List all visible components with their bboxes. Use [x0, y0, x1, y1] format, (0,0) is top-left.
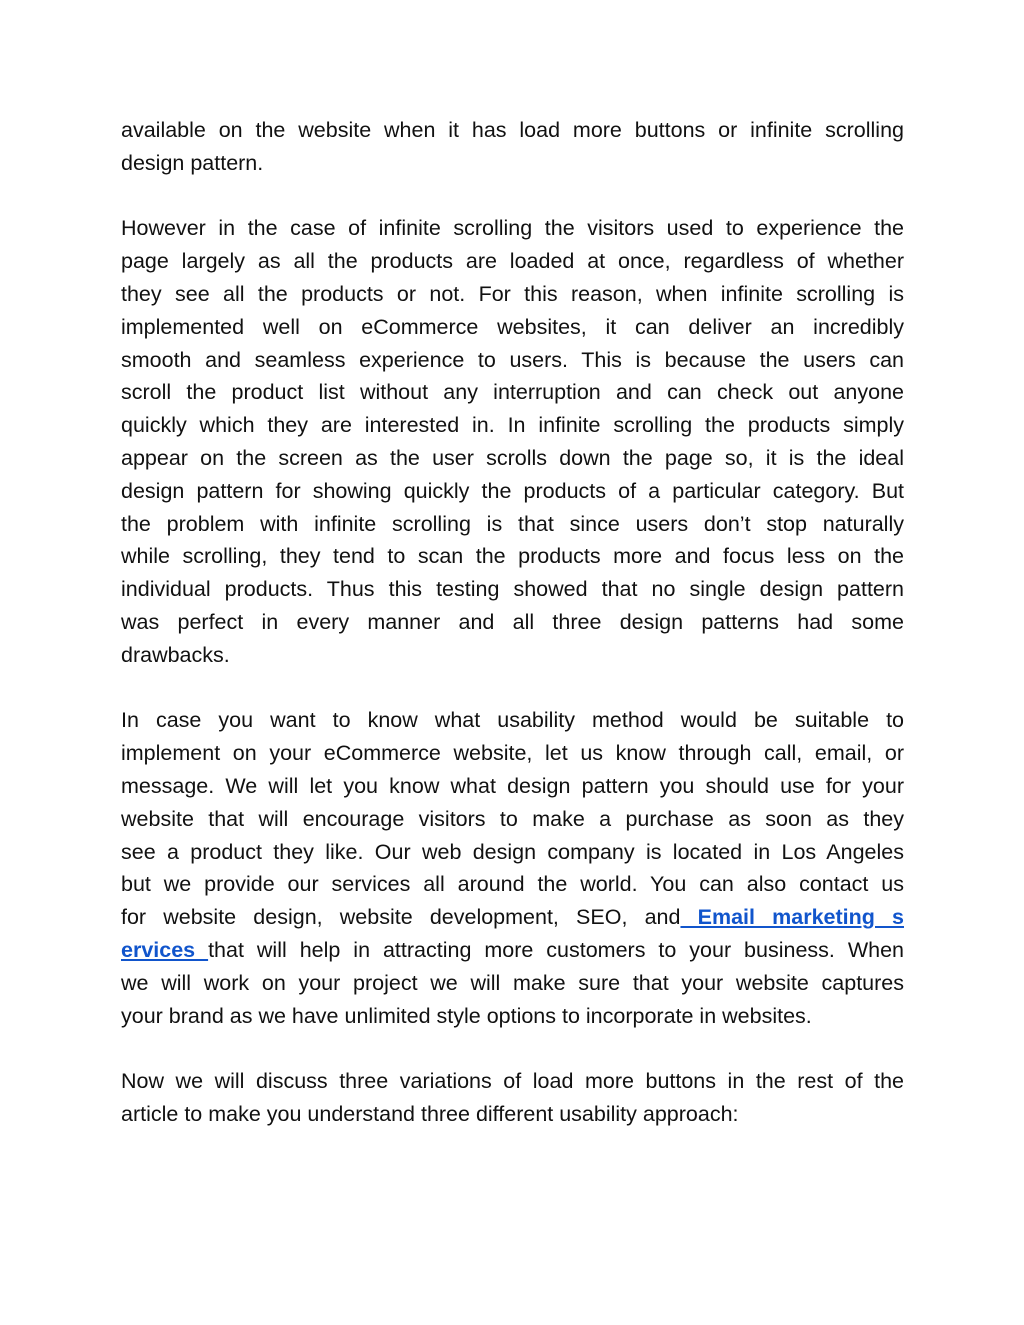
- text-line: quickly which they are interested in. In infinite scrolling the products simply: [121, 413, 904, 438]
- text-line: but we provide our services all around the world. You can also contact us: [121, 872, 904, 897]
- text-line: implemented well on eCommerce websites, it can deliver an incredibly: [121, 314, 904, 339]
- text-line: page largely as all the products are loaded at once, regardless of whether: [121, 249, 904, 274]
- text-line: In case you want to know what usability method would be suitable to: [121, 708, 904, 733]
- paragraph-2: [121, 212, 904, 671]
- text-line: appear on the screen as the user scrolls down the page so, it is the ideal: [121, 445, 904, 470]
- text-line-with-link: [121, 901, 904, 934]
- text-line: individual products. Thus this testing showed that no single design pattern: [121, 577, 904, 602]
- text-line: we will work on your project we will make sure that your website captures: [121, 970, 904, 995]
- text-line: available on the website when it has load more buttons or infinite scrolling: [121, 118, 904, 142]
- text-line: see a product they like. Our web design company is located in Los Angeles: [121, 839, 904, 864]
- paragraph-3: [121, 704, 904, 1032]
- email-marketing-services-link-continued[interactable]: ervices: [121, 937, 209, 962]
- paragraph-1: [121, 114, 904, 180]
- text-line: the problem with infinite scrolling is that since users don’t stop naturally: [121, 511, 904, 536]
- text-line: website that will encourage visitors to make a purchase as soon as they: [121, 806, 904, 831]
- text-line: implement on your eCommerce website, let us know through call, email, or: [121, 741, 904, 766]
- text-segment: that will help in attracting more customers to your business. When: [208, 937, 904, 962]
- text-line: design pattern for showing quickly the products of a particular category. But: [121, 478, 904, 503]
- email-marketing-services-link[interactable]: Email marketing s: [680, 905, 904, 930]
- text-line: message. We will let you know what design pattern you should use for your: [121, 773, 904, 798]
- text-line: drawbacks.: [121, 642, 230, 667]
- text-line-with-link: [121, 934, 904, 967]
- text-line: was perfect in every manner and all three design patterns had some: [121, 609, 904, 634]
- text-segment: for website design, website development, SEO, and: [121, 905, 681, 930]
- text-line: article to make you understand three different usability approach:: [121, 1101, 739, 1126]
- text-line: However in the case of infinite scrolling the visitors used to experience the: [121, 216, 904, 241]
- paragraph-4: [121, 1065, 904, 1131]
- text-line: your brand as we have unlimited style options to incorporate in websites.: [121, 1003, 812, 1028]
- text-line: smooth and seamless experience to users. This is because the users can: [121, 347, 904, 372]
- text-line: while scrolling, they tend to scan the products more and focus less on the: [121, 544, 904, 569]
- text-line: design pattern.: [121, 150, 264, 175]
- text-line: scroll the product list without any interruption and can check out anyone: [121, 380, 904, 405]
- text-line: Now we will discuss three variations of load more buttons in the rest of the: [121, 1069, 904, 1094]
- document-page: [121, 114, 904, 1164]
- text-line: they see all the products or not. For this reason, when infinite scrolling is: [121, 281, 904, 306]
